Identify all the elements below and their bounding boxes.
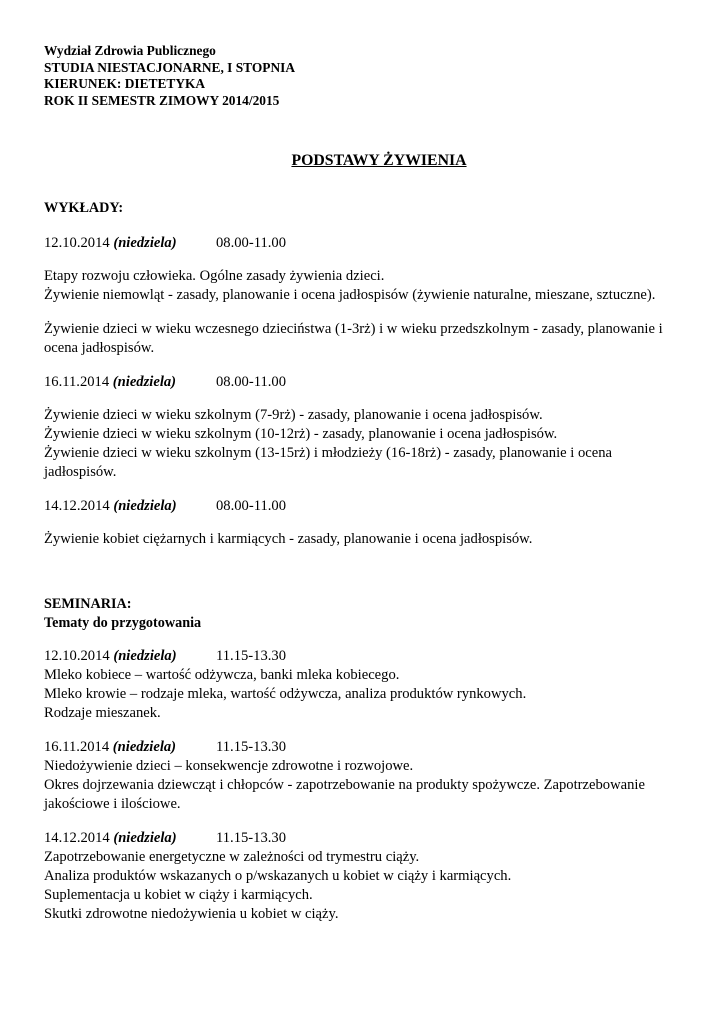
session-date: 12.10.2014 (44, 235, 110, 251)
session-time: 11.15-13.30 (216, 739, 286, 755)
session-time: 08.00-11.00 (216, 374, 286, 390)
seminar-topic: Mleko krowie – rodzaje mleka, wartość odżywcza, analiza produktów rynkowych. (44, 686, 527, 702)
seminar-topic: Rodzaje mieszanek. (44, 705, 161, 721)
seminars-subheading: Tematy do przygotowania (44, 615, 202, 631)
lecture-topic: Żywienie dzieci w wieku szkolnym (13-15rż) i młodzieży (16-18rż) - zasady, planowanie i ocena jadłospisów. (44, 445, 612, 480)
session-day: (niedziela) (113, 830, 177, 846)
document-header (44, 43, 684, 109)
session-header (44, 738, 684, 757)
lecture-topic: Etapy rozwoju człowieka. Ogólne zasady żywienia dzieci. (44, 268, 385, 284)
faculty-name: Wydział Zdrowia Publicznego (44, 43, 216, 58)
session-time: 08.00-11.00 (216, 235, 286, 251)
seminar-topic: Mleko kobiece – wartość odżywcza, banki mleka kobiecego. (44, 667, 400, 683)
session-time: 08.00-11.00 (216, 498, 286, 514)
session-date: 16.11.2014 (44, 739, 110, 755)
study-mode: STUDIA NIESTACJONARNE, I STOPNIA (44, 59, 296, 75)
session-date: 14.12.2014 (44, 830, 110, 846)
session-header (44, 234, 684, 253)
seminar-topic: Analiza produktów wskazanych o p/wskazanych u kobiet w ciąży i karmiących. (44, 868, 512, 884)
session-day: (niedziela) (112, 739, 177, 755)
academic-year: ROK II SEMESTR ZIMOWY 2014/2015 (44, 92, 280, 108)
session-header (44, 647, 684, 666)
lecture-topic: Żywienie niemowląt - zasady, planowanie i ocena jadłospisów (żywienie naturalne, mieszane, sztuczne). (44, 287, 656, 303)
seminar-session (44, 738, 684, 814)
session-day: (niedziela) (112, 374, 177, 390)
session-day: (niedziela) (113, 648, 177, 664)
seminar-topic: Zapotrzebowanie energetyczne w zależności od trymestru ciąży. (44, 849, 420, 865)
lectures-heading: WYKŁADY: (44, 200, 124, 216)
seminar-topic: Skutki zdrowotne niedożywienia u kobiet w ciąży. (44, 906, 339, 922)
session-header (44, 373, 684, 392)
lecture-topic: Żywienie dzieci w wieku wczesnego dzieciństwa (1-3rż) i w wieku przedszkolnym - zasady, planowanie i ocena jadłospisów. (44, 321, 663, 356)
seminars-heading: SEMINARIA: (44, 596, 132, 612)
session-time: 11.15-13.30 (216, 648, 286, 664)
session-header (44, 497, 684, 516)
seminar-topic: Suplementacja u kobiet w ciąży i karmiących. (44, 887, 313, 903)
lecture-topic: Żywienie dzieci w wieku szkolnym (10-12rż) - zasady, planowanie i ocena jadłospisów. (44, 426, 558, 442)
lecture-topic: Żywienie dzieci w wieku szkolnym (7-9rż) - zasady, planowanie i ocena jadłospisów. (44, 407, 543, 423)
session-date: 14.12.2014 (44, 498, 110, 514)
field-of-study: KIERUNEK: DIETETYKA (44, 76, 206, 91)
seminar-session (44, 647, 684, 723)
lecture-session (44, 373, 684, 482)
lecture-session (44, 234, 684, 358)
lecture-topic: Żywienie kobiet ciężarnych i karmiących - zasady, planowanie i ocena jadłospisów. (44, 531, 533, 547)
document-page (44, 43, 684, 924)
document-title: PODSTAWY ŻYWIENIA (291, 152, 467, 169)
session-date: 16.11.2014 (44, 374, 110, 390)
session-date: 12.10.2014 (44, 648, 110, 664)
seminar-topic: Okres dojrzewania dziewcząt i chłopców - zapotrzebowanie na produkty spożywcze. Zapotrzebowanie jakościowe i ilościowe. (44, 777, 645, 812)
session-day: (niedziela) (113, 498, 177, 514)
session-time: 11.15-13.30 (216, 830, 286, 846)
seminar-topic: Niedożywienie dzieci – konsekwencje zdrowotne i rozwojowe. (44, 758, 414, 774)
lecture-session (44, 497, 684, 549)
seminar-session (44, 829, 684, 924)
session-header (44, 829, 684, 848)
session-day: (niedziela) (113, 235, 177, 251)
